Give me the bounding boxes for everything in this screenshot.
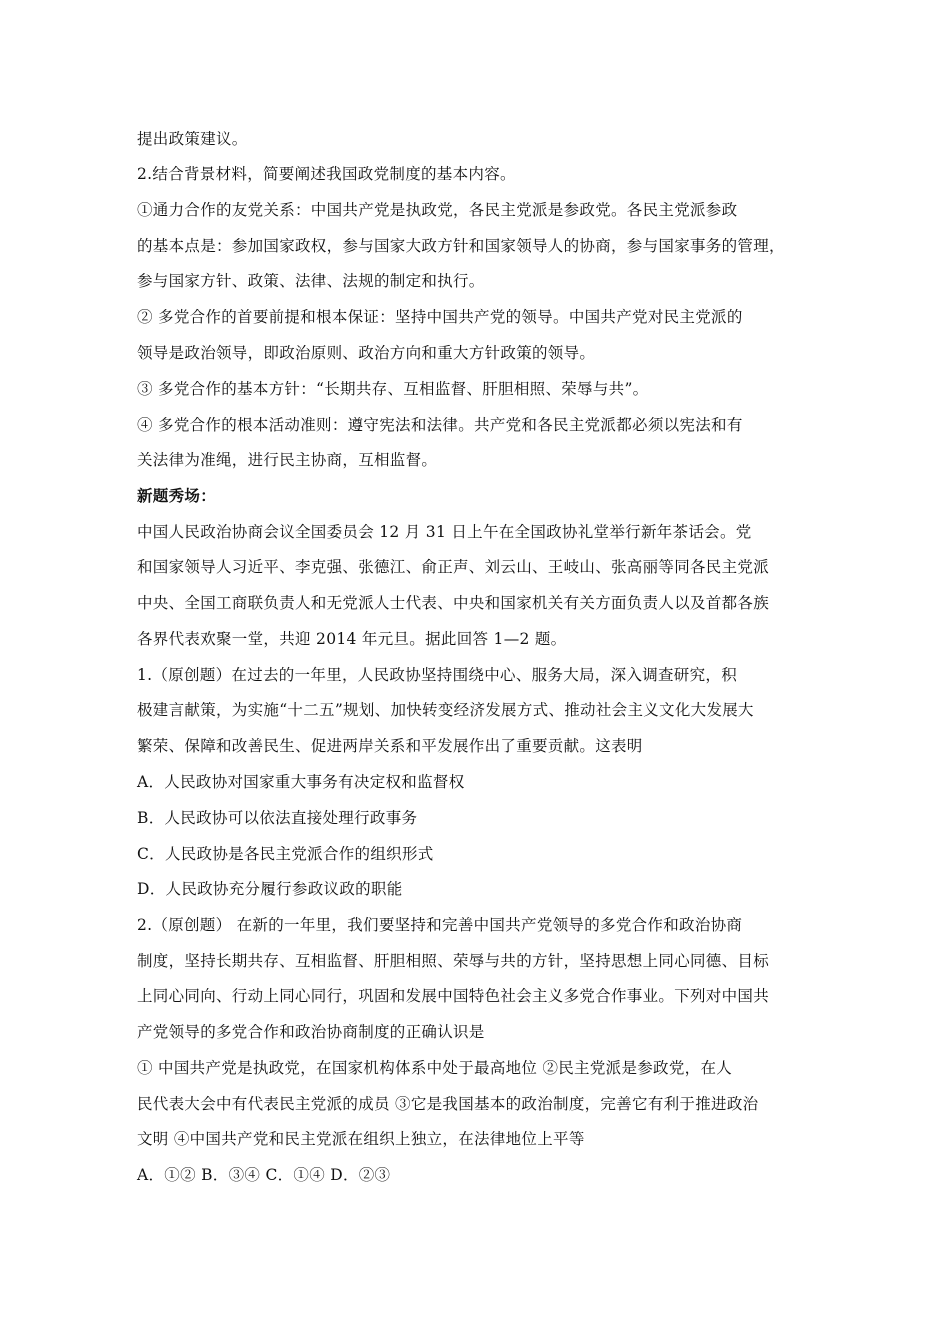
text-line: 民代表大会中有代表民主党派的成员 ③它是我国基本的政治制度，完善它有利于推进政治 <box>137 1095 759 1113</box>
option-c: C．人民政协是各民主党派合作的组织形式 <box>137 845 434 863</box>
text-line: 各界代表欢聚一堂，共迎 2014 年元旦。据此回答 1—2 题。 <box>137 630 567 648</box>
text-line: 领导是政治领导，即政治原则、政治方向和重大方针政策的领导。 <box>137 344 596 362</box>
text-line: 极建言献策，为实施“十二五”规划、加快转变经济发展方式、推动社会主义文化大发展大 <box>137 701 754 719</box>
text-line: 制度，坚持长期共存、互相监督、肝胆相照、荣辱与共的方针，坚持思想上同心同德、目标 <box>137 952 770 970</box>
text-line: 关法律为准绳，进行民主协商，互相监督。 <box>137 451 438 469</box>
text-line: 参与国家方针、政策、法律、法规的制定和执行。 <box>137 272 485 290</box>
text-line: 中国人民政治协商会议全国委员会 12 月 31 日上午在全国政协礼堂举行新年茶话会。党 <box>137 523 752 541</box>
question-1: 1.（原创题）在过去的一年里，人民政协坚持围绕中心、服务大局，深入调查研究，积 <box>137 666 737 684</box>
text-line: 提出政策建议。 <box>137 130 248 148</box>
text-line: ④ 多党合作的根本活动准则：遵守宪法和法律。共产党和各民主党派都必须以宪法和有 <box>137 416 743 434</box>
text-line: 上同心同向、行动上同心同行，巩固和发展中国特色社会主义多党合作事业。下列对中国共 <box>137 987 770 1005</box>
text-line: ①通力合作的友党关系：中国共产党是执政党，各民主党派是参政党。各民主党派参政 <box>137 201 738 219</box>
question-2: 2.（原创题） 在新的一年里，我们要坚持和完善中国共产党领导的多党合作和政治协商 <box>137 916 743 934</box>
text-line: 和国家领导人习近平、李克强、张德江、俞正声、刘云山、王岐山、张高丽等同各民主党派 <box>137 558 770 576</box>
text-line: ③ 多党合作的基本方针：“长期共存、互相监督、肝胆相照、荣辱与共”。 <box>137 380 649 398</box>
text-line: ② 多党合作的首要前提和根本保证：坚持中国共产党的领导。中国共产党对民主党派的 <box>137 308 743 326</box>
question-heading: 2.结合背景材料，简要阐述我国政党制度的基本内容。 <box>137 165 516 183</box>
text-line: 繁荣、保障和改善民生、促进两岸关系和平发展作出了重要贡献。这表明 <box>137 737 643 755</box>
text-line: 产党领导的多党合作和政治协商制度的正确认识是 <box>137 1023 485 1041</box>
text-line: ① 中国共产党是执政党，在国家机构体系中处于最高地位 ②民主党派是参政党，在人 <box>137 1059 733 1077</box>
section-heading: 新题秀场： <box>137 486 217 505</box>
option-b: B．人民政协可以依法直接处理行政事务 <box>137 809 418 827</box>
text-line: 文明 ④中国共产党和民主党派在组织上独立，在法律地位上平等 <box>137 1130 585 1148</box>
answer-options: A．①② B．③④ C．①④ D．②③ <box>137 1166 391 1184</box>
text-line: 中央、全国工商联负责人和无党派人士代表、中央和国家机关有关方面负责人以及首都各族 <box>137 594 770 612</box>
text-line: 的基本点是：参加国家政权，参与国家大政方针和国家领导人的协商，参与国家事务的管理， <box>137 237 785 255</box>
option-d: D．人民政协充分履行参政议政的职能 <box>137 880 403 898</box>
option-a: A．人民政协对国家重大事务有决定权和监督权 <box>137 773 465 791</box>
